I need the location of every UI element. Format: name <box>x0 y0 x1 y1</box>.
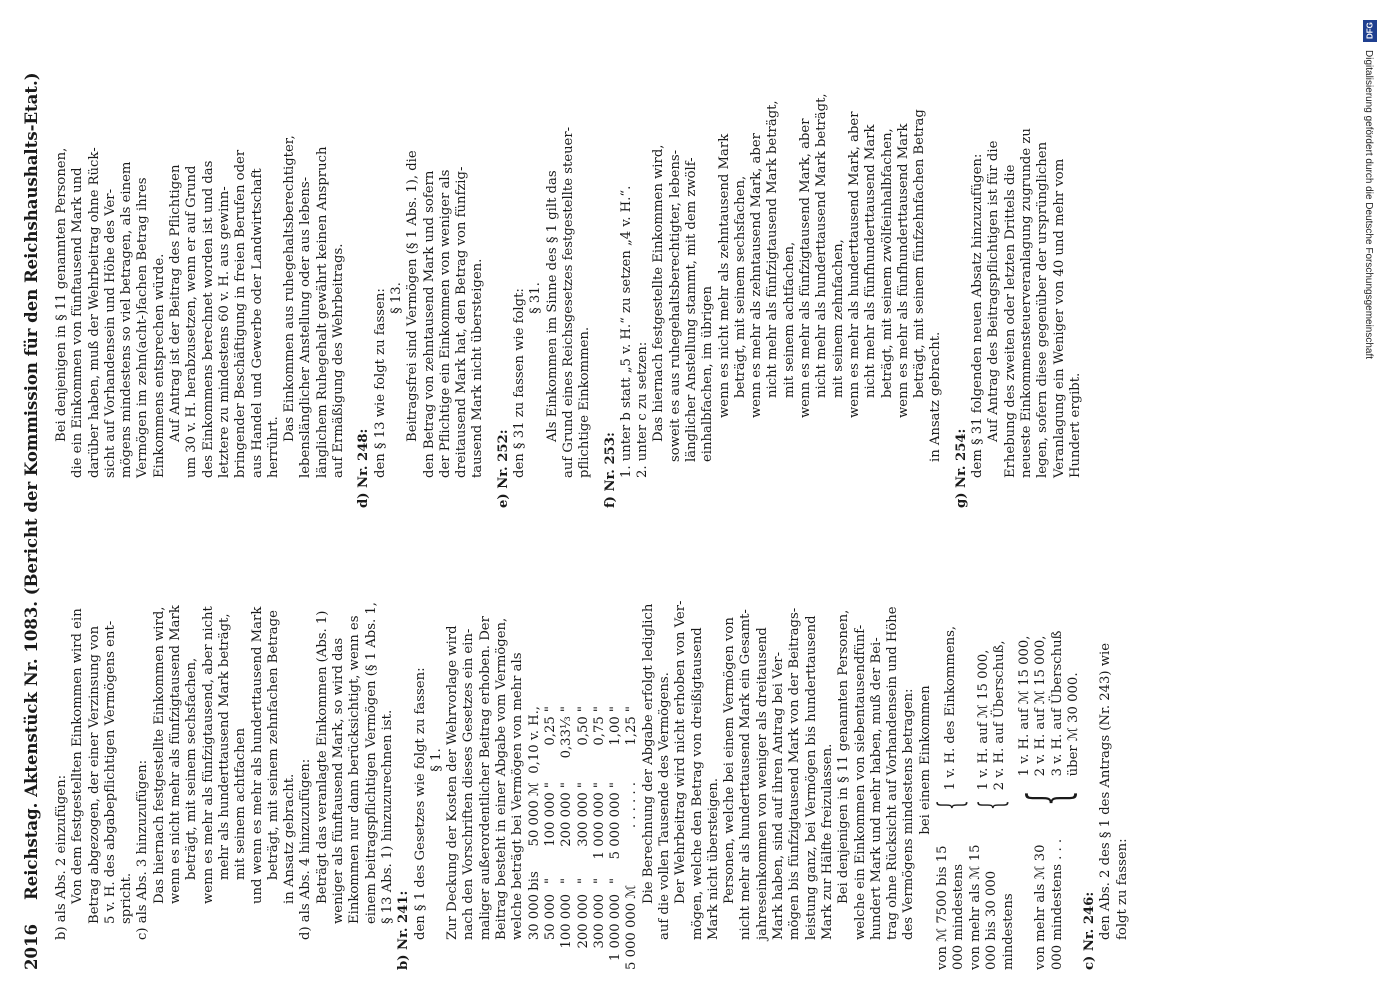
rate-table-cell: 5 000 000 ℳ <box>624 884 640 970</box>
text-line: den Betrag von zehntausend Mark und sofern <box>421 170 437 478</box>
text-line: Beträgt das veranlagte Einkommen (Abs. 1) <box>314 610 330 904</box>
section-b-text <box>445 550 526 970</box>
text-line: die ein Einkommen von fünftausend Mark und <box>70 167 86 478</box>
dfg-logo: DFG <box>1363 20 1377 42</box>
text-line: beträgt, mit seinem zehnfachen Betrage <box>265 610 281 880</box>
text-line: hundert Mark und mehr haben, muß der Bei- <box>868 637 884 940</box>
brace-icon: { <box>931 800 972 811</box>
text-line: länglichem Ruhegehalt gewährt keinen Anspruch <box>314 146 330 478</box>
page-number: 2016 <box>22 924 41 970</box>
rate-table-cell <box>624 868 640 894</box>
text-line: herrührt. <box>265 416 281 478</box>
income-option: über ℳ 30 000. <box>1065 672 1081 777</box>
rate-table-cell: " <box>608 877 624 885</box>
section-label-b: b) Nr. 241: <box>396 890 412 970</box>
text-line: den § 13 wie folgt zu fassen: <box>372 288 388 478</box>
text-line: welche beträgt bei Vermögen von mehr als <box>510 652 526 940</box>
rate-table-cell: 30 000 <box>526 894 542 941</box>
brace-icon: { <box>1016 790 1082 807</box>
text-line: des Einkommens berechnet worden ist und das <box>200 160 216 478</box>
income-group-3-label: von mehr als ℳ 30 000 mindestens . . . <box>1033 838 1065 970</box>
text-line: aus Handel und Gewerbe oder Landwirtschaft <box>249 168 265 478</box>
text-line: nicht mehr als hunderttausend Mark beträgt, <box>814 93 830 398</box>
text-line: Beitrag besteht in einer Abgabe vom Vermögen, <box>494 617 510 940</box>
income-option: 3 v. H. auf Überschuß <box>1049 630 1065 777</box>
rate-table <box>527 550 641 970</box>
paragraph-heading: § 1. <box>428 748 444 772</box>
digitization-credit-text: Digitalisierung gefördert durch die Deutsche Forschungsgemeinschaft <box>1363 50 1374 360</box>
text-line: Das Einkommen aus ruhegehaltsberechtigter, <box>282 135 298 442</box>
section-c-text <box>1098 550 1131 970</box>
text-line: Einkommens entsprechen würde. <box>151 253 167 478</box>
income-group-2-options <box>976 640 1009 790</box>
rate-table-cell: 1 000 000 " <box>591 782 607 860</box>
text-line: dem § 31 folgenden neuen Absatz hinzuzufügen: <box>970 153 986 478</box>
text-line: f) Nr. 253: <box>602 432 618 508</box>
text-line: darüber haben, muß der Wehrbeitrag ohne Rück- <box>86 147 102 478</box>
text-line: d) als Abs. 4 hinzuzufügen: <box>298 758 314 940</box>
rate-table-cell: bis <box>526 871 542 891</box>
text-line: bringender Beschäftigung in freien Berufen oder <box>233 149 249 478</box>
rate-table-cell: 5 000 000 " <box>608 782 624 860</box>
text-line: Mark haben, sind auf ihren Antrag bei Ver- <box>771 651 787 940</box>
right-column-text <box>54 88 1084 508</box>
rate-table-cell: " <box>542 877 558 885</box>
rate-table-row <box>592 550 608 970</box>
rate-table-cell: . . . . . . <box>624 782 640 829</box>
text-line: Einkommen nur dann berücksichtigt, wenn es <box>347 615 363 924</box>
text-line: Zur Deckung der Kosten der Wehrvorlage wird <box>445 625 461 940</box>
spacer <box>347 88 356 508</box>
text-line: c) als Abs. 3 hinzuzufügen: <box>135 759 151 940</box>
text-line: nicht mehr als fünfzigtausend Mark beträgt, <box>765 100 781 398</box>
rate-table-row <box>576 550 592 970</box>
text-line: sicht auf Vorhandensein und Höhe des Ver- <box>102 188 118 478</box>
text-line: Das hiernach festgestellte Einkommen wird, <box>651 144 667 442</box>
text-line: auf die vollen Tausende des Vermögens. <box>656 672 672 940</box>
text-line: wenn es mehr als hunderttausend Mark, aber <box>846 111 862 418</box>
rate-table-cell: 300 000 " <box>575 782 591 847</box>
text-line: Beitragsfrei sind Vermögen (§ 1 Abs. 1), die <box>405 150 421 442</box>
text-line: auf Ermäßigung des Wehrbeitrags. <box>331 243 347 478</box>
text-line: Veranlagung ein Weniger von 40 und mehr vom <box>1051 158 1067 478</box>
text-line: beträgt, mit seinem fünfzehnfachen Betrag <box>912 109 928 398</box>
rate-table-cell: 1 000 000 <box>608 894 624 962</box>
digitization-credit <box>1363 10 1377 990</box>
text-line: nicht mehr als fünfhunderttausend Mark <box>863 124 879 398</box>
text-line: Bei denjenigen in § 11 genannten Personen, <box>54 147 69 442</box>
text-line: wenn es mehr als zehntausend Mark, aber <box>749 133 765 418</box>
text-line: letztere zu mindestens 60 v. H. aus gewinn- <box>216 186 232 478</box>
brace-icon: { <box>972 800 1013 811</box>
left-column-top <box>54 550 396 970</box>
text-line: auf Grund eines Reichsgesetzes festgestellte steuer- <box>560 126 576 478</box>
text-line: den Abs. 2 des § 1 des Antrags (Nr. 243) wie <box>1098 642 1114 940</box>
text-line: spricht. <box>119 872 135 924</box>
text-line: lebenslänglicher Anstellung oder aus lebens- <box>298 176 314 478</box>
text-line: Mark nicht übersteigen. <box>705 778 721 940</box>
text-line: mehr als hunderttausend Mark beträgt, <box>216 613 232 880</box>
text-line: beträgt, mit seinem sechsfachen, <box>184 657 200 880</box>
text-line: um 30 v. H. herabzusetzen, wenn er auf Grund <box>184 165 200 478</box>
text-line: mit seinem achtfachen <box>233 728 249 880</box>
text-line: wenn es mehr als fünfhunderttausend Mark <box>895 123 911 418</box>
rate-table-cell: 0,50 " <box>575 706 591 746</box>
rate-table-cell: " <box>575 877 591 885</box>
rate-table-cell: 0,75 " <box>591 706 607 746</box>
text-line: neueste Einkommensteuerveranlagung zugrunde zu <box>1018 128 1034 478</box>
text-line: einhalbfachen, im übrigen <box>700 286 716 462</box>
text-line: beträgt, mit seinem zwölfeinhalbfachen, <box>879 128 895 398</box>
rate-table-row <box>543 550 559 970</box>
text-line: des Vermögens mindestens betragen: <box>901 688 917 940</box>
rate-table-cell: 50 000 <box>542 894 558 941</box>
rate-table-cell: 100 000 <box>559 894 575 949</box>
rate-table-cell: 0,33⅓ " <box>559 706 575 759</box>
text-line: § 13 Abs. 1) hinzuzurechnen ist. <box>379 709 395 924</box>
text-line: soweit es aus ruhegehaltsberechtigter, lebens- <box>667 149 683 462</box>
income-group-1-options <box>943 626 959 790</box>
rate-table-cell: 50 000 ℳ <box>526 782 542 847</box>
income-group-1-label: von ℳ 7500 bis 15 000 mindestens <box>934 845 967 970</box>
left-column-after-table <box>641 550 918 970</box>
text-line: und wenn es mehr als hunderttausend Mark <box>249 606 265 904</box>
text-line: länglicher Anstellung stammt, mit dem zwölf- <box>683 157 699 462</box>
text-line: wenn es nicht mehr als zehntausend Mark <box>716 133 732 418</box>
text-line: dreitausend Mark hat, den Betrag von fünfzig- <box>454 166 470 478</box>
right-column <box>54 88 1084 508</box>
text-line: pflichtige Einkommen. <box>577 326 593 478</box>
text-line: mögen bis fünfzigtausend Mark von der Beitrags- <box>787 607 803 940</box>
rate-table-row <box>608 550 624 970</box>
spacer <box>594 88 603 508</box>
income-option: 1 v. H. auf ℳ 15 000, <box>1016 635 1032 777</box>
text-line: mit seinem achtfachen, <box>781 241 797 398</box>
text-line: Betrag abgezogen, der einer Verzinsung von <box>86 625 102 924</box>
text-line: g) Nr. 254: <box>953 428 969 508</box>
text-line: trag ohne Rücksicht auf Vorhandensein und Höhe <box>885 606 901 940</box>
text-line: 1. unter b statt „5 v. H.“ zu setzen „4 v. H.“. <box>618 185 634 478</box>
text-line: § 31. <box>528 282 544 314</box>
text-line: tausend Mark nicht übersteigen. <box>470 258 486 478</box>
income-option: 2 v. H. auf Überschuß, <box>992 640 1008 791</box>
text-line: Vermögen im zehn(acht-)fachen Betrag ihres <box>135 177 151 478</box>
text-line: Auf Antrag des Beitragspflichtigen ist für die <box>986 140 1002 442</box>
rate-table-cell: 100 000 " <box>542 782 558 847</box>
text-line: Auf Antrag ist der Beitrag des Pflichtigen <box>168 164 184 442</box>
page-header <box>20 30 50 970</box>
text-line: Mark zur Hälfte freizulassen. <box>819 743 835 940</box>
text-line: Erhebung des zweiten oder letzten Drittels die <box>1002 164 1018 478</box>
text-line: nicht mehr als hunderttausend Mark ein Gesamt- <box>738 609 754 940</box>
rate-table-cell: " <box>591 877 607 885</box>
rotated-document-page <box>20 30 1360 970</box>
rate-table-row <box>624 550 640 970</box>
text-line: e) Nr. 252: <box>495 429 511 508</box>
text-line: mögens mindestens so viel betragen, als einem <box>119 161 135 478</box>
income-group-3 <box>1017 550 1082 970</box>
text-line: nach den Vorschriften dieses Gesetzes ein ein- <box>461 628 477 940</box>
text-line: mögen, welche den Betrag von dreißigtausend <box>689 627 705 940</box>
left-column <box>54 550 1131 970</box>
income-option: 1 v. H. auf ℳ 15 000, <box>976 649 992 791</box>
income-option: 1 v. H. des Einkommens, <box>942 625 958 791</box>
text-line: b) als Abs. 2 einzufügen: <box>54 774 69 940</box>
text-line: beträgt, mit seinem sechsfachen, <box>732 175 748 398</box>
spacer <box>945 88 954 508</box>
text-line: Als Einkommen im Sinne des § 1 gilt das <box>544 170 560 442</box>
running-title: Reichstag. Aktenstück Nr. 1083. (Bericht der Kommission für den Reichshaushalts-Etat.) <box>22 72 41 900</box>
rate-table-cell: 300 000 <box>591 894 607 949</box>
text-line: wenn es mehr als fünfzigtausend, aber nicht <box>200 606 216 904</box>
rate-table-cell: " <box>559 877 575 885</box>
text-line: Von dem festgestellten Einkommen wird ein <box>70 608 86 904</box>
rate-table-cell: 200 000 " <box>559 782 575 847</box>
text-line: Bei denjenigen in § 11 genannten Personen, <box>836 609 852 904</box>
income-group-2 <box>968 550 1017 970</box>
text-line: Das hiernach festgestellte Einkommen wird, <box>151 606 167 904</box>
text-line: § 13. <box>388 282 404 314</box>
text-line: der Pflichtige ein Einkommen von weniger als <box>437 169 453 478</box>
rate-table-cell: 1,25 " <box>624 706 640 746</box>
text-line: Der Wehrbeitrag wird nicht erhoben von Ver- <box>673 600 689 904</box>
text-line: legen, sofern diese gegenüber der ursprünglichen <box>1035 141 1051 478</box>
income-group-3-options <box>1017 631 1082 777</box>
rate-table-cell: 0,25 " <box>542 706 558 746</box>
text-line: folgt zu fassen: <box>1114 838 1130 940</box>
text-line: in Ansatz gebracht. <box>928 331 944 462</box>
section-label-c: c) Nr. 246: <box>1082 891 1098 970</box>
income-group-1 <box>931 550 972 970</box>
text-line: Die Berechnung der Abgabe erfolgt lediglich <box>640 603 656 904</box>
text-line: weniger als fünftausend Mark, so wird das <box>331 637 347 924</box>
text-line: wenn es mehr als fünfzigtausend Mark, aber <box>798 118 814 418</box>
text-line: Hundert ergibt. <box>1067 372 1083 478</box>
spacer <box>487 88 496 508</box>
income-group-2-label: von mehr als ℳ 15 000 bis 30 000 mindestens <box>968 844 1016 970</box>
text-line: einem beitragspflichtigen Vermögen (§ 1 Abs. 1, <box>363 602 379 924</box>
text-line: Personen, welche bei einem Vermögen von <box>722 617 738 904</box>
text-line: in Ansatz gebracht. <box>282 773 298 904</box>
text-line: mit seinem zehnfachen, <box>830 239 846 398</box>
rate-table-cell: 0,10 v. H., <box>526 706 542 774</box>
text-line: jahreseinkommen von weniger als dreitausend <box>754 627 770 940</box>
text-line: welche ein Einkommen von siebentausendfünf- <box>852 624 868 940</box>
text-line: wenn es nicht mehr als fünfzigtausend Mark <box>168 605 184 904</box>
text-line: d) Nr. 248: <box>356 428 372 508</box>
rate-table-cell: 200 000 <box>575 894 591 949</box>
text-line: den § 31 zu fassen wie folgt: <box>512 288 528 478</box>
text-line: maliger außerordentlicher Beitrag erhoben. Der <box>477 616 493 940</box>
income-heading: bei einem Einkommen <box>917 685 933 835</box>
income-option: 2 v. H. auf ℳ 15 000, <box>1033 635 1049 777</box>
text-line: leistung ganz, bei Vermögen bis hunderttausend <box>803 615 819 940</box>
rate-table-cell: 1,00 " <box>608 706 624 746</box>
rate-table-row <box>559 550 575 970</box>
section-intro-b: den § 1 des Gesetzes wie folgt zu fassen: <box>412 667 428 940</box>
rate-table-row <box>527 550 543 970</box>
text-line: 2. unter c zu setzen: <box>635 341 651 478</box>
text-line: 5 v. H. des abgabepflichtigen Vermögens ent- <box>102 620 118 924</box>
